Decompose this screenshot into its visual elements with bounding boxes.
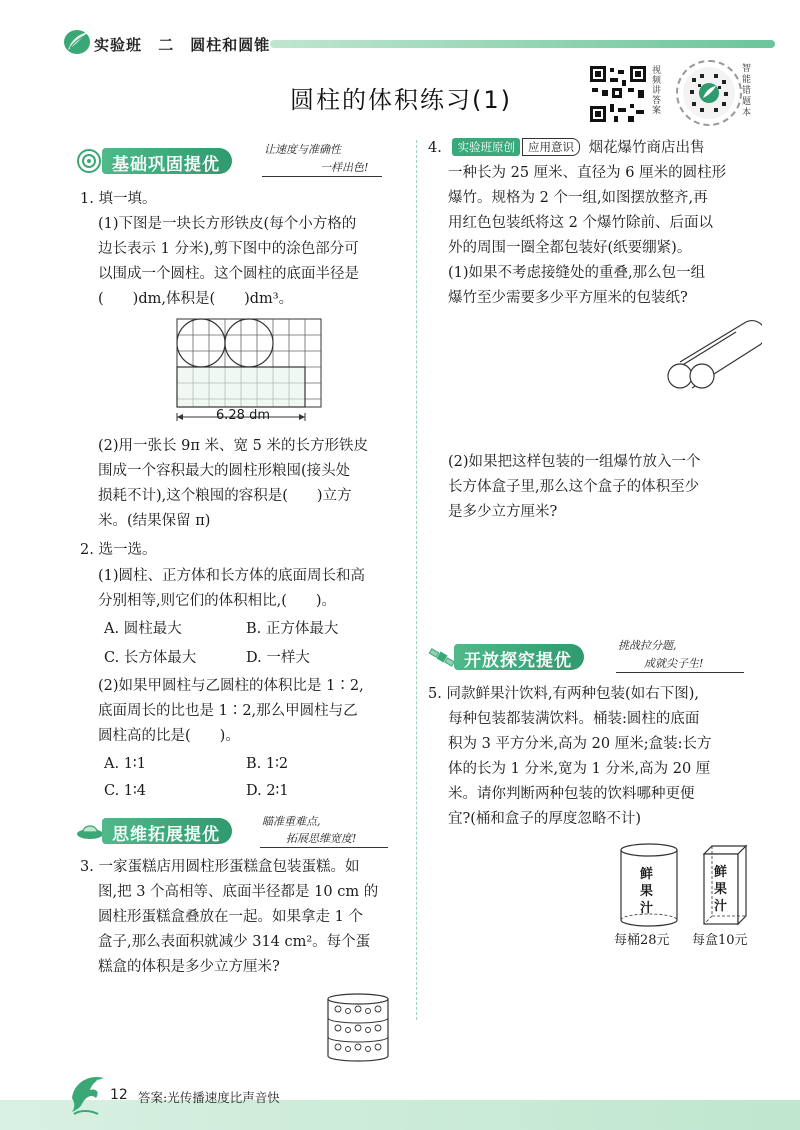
q4-part2	[448, 450, 778, 525]
q2-p1-line: (1)圆柱、正方体和长方体的底面周长和高	[98, 568, 366, 584]
q5-line: 体的长为 1 分米,宽为 1 分米,高为 20 厘	[448, 761, 711, 777]
barrel-price: 每桶28元	[614, 933, 670, 948]
header-unit: 二 圆柱和圆锥	[158, 36, 271, 54]
stacked-cake-boxes-figure	[326, 992, 390, 1064]
section-open-header	[428, 639, 768, 672]
slogan-underline	[260, 847, 388, 848]
q5-text	[428, 682, 773, 832]
header-breadcrumb	[94, 34, 280, 55]
base-circle-2	[225, 319, 273, 367]
q4-p2-line: (2)如果把这样包装的一组爆竹放入一个	[448, 454, 701, 470]
q3-line: 圆柱形蛋糕盒叠放在一起。如果拿走 1 个	[98, 909, 363, 925]
application-tag: 应用意识	[522, 138, 580, 156]
header-bar	[270, 40, 775, 48]
answer-hint: 答案:光传播速度比声音快	[138, 1090, 280, 1105]
qr-code-icon[interactable]	[588, 64, 648, 124]
section-thinking-header	[76, 816, 406, 846]
q1-part1	[98, 212, 408, 312]
q3-line: 图,把 3 个高相等、底面半径都是 10 cm 的	[98, 884, 379, 900]
q2-p1-option-c[interactable]: C. 长方体最大	[104, 650, 197, 666]
q2-p1-option-b[interactable]: B. 正方体最大	[246, 621, 339, 637]
section-thinking-slogan-2: 拓展思维宽度!	[286, 832, 357, 845]
q1-p1-line: ( )dm,体积是( )dm³。	[98, 291, 294, 307]
q2-p2-line: 圆柱高的比是( )。	[98, 728, 240, 744]
q4-line: 爆竹。规格为 2 个一组,如图摆放整齐,再	[448, 190, 708, 206]
q2-p2-option-d[interactable]: D. 2∶1	[246, 783, 289, 799]
qr-right-caption: 智能错题本	[742, 64, 752, 118]
q2-part2	[98, 674, 408, 749]
q2-label: 2. 选一选。	[80, 542, 157, 558]
dolphin-icon	[66, 1068, 110, 1116]
box-label: 鲜果汁	[714, 865, 728, 914]
q4-line: (1)如果不考虑接缝处的重叠,那么包一组	[448, 265, 706, 281]
q2-part1	[98, 564, 408, 614]
section-basic-slogan-1: 让速度与准确性	[264, 143, 341, 156]
q2-p2-option-c[interactable]: C. 1∶4	[104, 783, 147, 799]
base-circle-1	[177, 319, 225, 367]
q4-p2-line: 长方体盒子里,那么这个盒子的体积至少	[448, 479, 700, 495]
section-open-slogan-1: 挑战拉分题,	[618, 639, 677, 652]
q3-line: 盒子,那么表面积就减少 314 cm²。每个蛋	[98, 934, 371, 950]
section-basic-header	[76, 143, 406, 176]
target-icon	[76, 146, 104, 176]
section-basic-slogan-2: 一样出色!	[320, 161, 369, 174]
q4-line: 用红色包装纸将这 2 个爆竹除前、后面以	[448, 215, 713, 231]
q5-line: 宜?(桶和盒子的厚度忽略不计)	[448, 811, 642, 827]
q1-p1-line: 以围成一个圆柱。这个圆柱的底面半径是	[98, 266, 359, 282]
q5-line: 米。请你判断两种包装的饮料哪种更便	[448, 786, 695, 802]
section-basic-title: 基础巩固提优	[102, 148, 232, 174]
q4-line: 爆竹至少需要多少平方厘米的包装纸?	[448, 290, 688, 306]
section-open-title: 开放探究提优	[454, 644, 584, 670]
page-title: 圆柱的体积练习(1)	[290, 86, 512, 114]
qr-left-caption: 视频讲答案	[652, 66, 662, 116]
q1-p2-line: (2)用一张长 9π 米、宽 5 米的长方形铁皮	[98, 438, 368, 454]
section-open-slogan-2: 成就尖子生!	[644, 657, 704, 670]
q2-p1-option-d[interactable]: D. 一样大	[246, 650, 310, 666]
lateral-rectangle	[177, 367, 305, 407]
q4-number: 4.	[428, 140, 442, 156]
q2-p1-line: 分别相等,则它们的体积相比,( )。	[98, 593, 337, 609]
q4-p2-line: 是多少立方厘米?	[448, 504, 558, 520]
barrel-label: 鲜果汁	[640, 867, 654, 916]
q4-line: 烟花爆竹商店出售	[588, 140, 705, 156]
header-series: 实验班	[94, 36, 143, 54]
grid-dimension-label: 6.28 dm	[216, 408, 270, 423]
q1-part2	[98, 434, 408, 534]
q1-p1-line: 边长表示 1 分米),剪下图中的涂色部分可	[98, 241, 359, 257]
leaf-logo-icon	[62, 28, 92, 56]
q3-line: 3. 一家蛋糕店用圆柱形蛋糕盒包装蛋糕。如	[80, 859, 360, 875]
q5-line: 积为 3 平方分米,高为 20 厘米;盒装:长方	[448, 736, 712, 752]
smart-error-book-badge[interactable]	[676, 60, 742, 126]
q3-line: 糕盒的体积是多少立方厘米?	[98, 959, 280, 975]
page-number: 12	[110, 1087, 128, 1103]
slogan-underline	[262, 176, 382, 177]
q2-p2-option-b[interactable]: B. 1∶2	[246, 756, 289, 772]
q4-text	[448, 161, 778, 311]
q2-p2-line: 底面周长的比也是 1∶2,那么甲圆柱与乙	[98, 703, 358, 719]
q5-line: 5. 同款鲜果汁饮料,有两种包装(如右下图),	[428, 686, 699, 702]
q3-text	[80, 855, 410, 980]
q5-line: 每种包装都装满饮料。桶装:圆柱的底面	[448, 711, 700, 727]
q2-p1-option-a[interactable]: A. 圆柱最大	[104, 621, 182, 637]
column-divider	[416, 140, 417, 1020]
q4-first-line	[428, 136, 773, 161]
q1-p2-line: 米。(结果保留 π)	[98, 513, 211, 529]
smart-book-qr-icon	[678, 62, 740, 124]
q1-label: 1. 填一填。	[80, 191, 157, 207]
q4-line: 外的周围一圈全都包装好(纸要绷紧)。	[448, 240, 692, 256]
original-tag: 实验班原创	[452, 138, 520, 156]
q2-p2-option-a[interactable]: A. 1∶1	[104, 756, 146, 772]
section-thinking-title: 思维拓展提优	[102, 818, 232, 844]
q1-p2-line: 围成一个容积最大的圆柱形粮囤(接头处	[98, 463, 351, 479]
q2-p2-line: (2)如果甲圆柱与乙圆柱的体积比是 1∶2,	[98, 678, 364, 694]
section-thinking-slogan-1: 瞄准重难点,	[262, 815, 321, 828]
footer-band	[0, 1100, 800, 1130]
q1-p1-line: (1)下图是一块长方形铁皮(每个小方格的	[98, 216, 357, 232]
q1-p2-line: 损耗不计),这个粮囤的容积是( )立方	[98, 488, 352, 504]
box-price: 每盒10元	[692, 933, 748, 948]
slogan-underline	[616, 672, 744, 673]
firecracker-pair-figure	[662, 318, 762, 390]
q4-line: 一种长为 25 厘米、直径为 6 厘米的圆柱形	[448, 165, 727, 181]
